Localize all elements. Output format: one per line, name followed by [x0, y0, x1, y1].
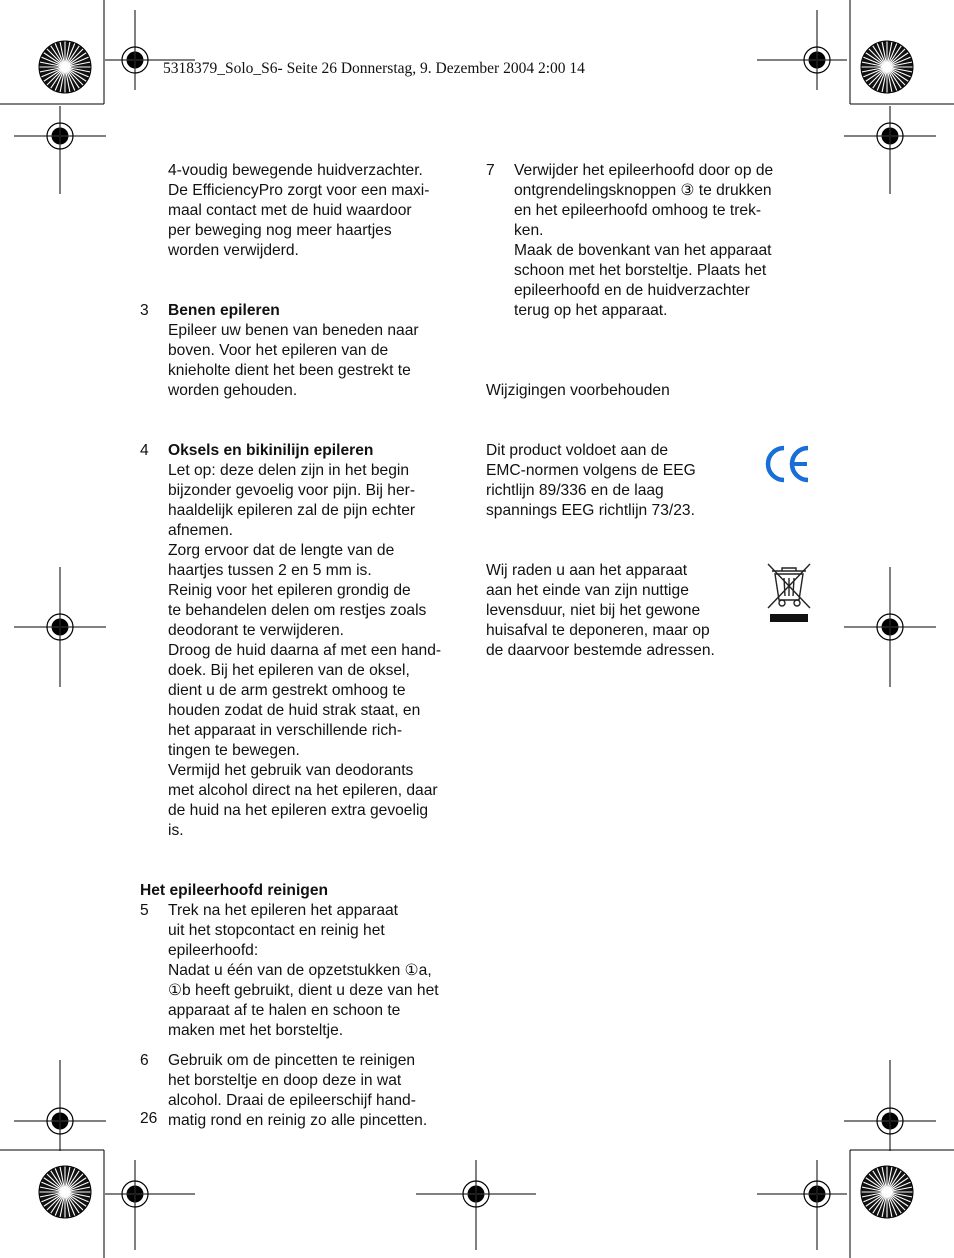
text-line: De EfficiencyPro zorgt voor een maxi- — [168, 182, 430, 199]
text-line: te behandelen delen om restjes zoals — [168, 602, 427, 619]
text-line: de huid na het epileren extra gevoelig — [168, 802, 429, 819]
text-line: Trek na het epileren het apparaat — [168, 902, 399, 919]
left-column — [140, 161, 480, 1131]
step-number: 7 — [486, 162, 495, 179]
text-line: houden zodat de huid strak staat, en — [168, 702, 421, 719]
text-line: deodorant te verwijderen. — [168, 622, 344, 639]
text-line: apparaat af te halen en schoon te — [168, 1002, 401, 1019]
crossed-out-wheelie-bin-icon — [766, 562, 812, 624]
text-line: 4-voudig bewegende huidverzachter. — [168, 162, 423, 179]
text-line: schoon met het borsteltje. Plaats het — [514, 262, 767, 279]
page-number: 26 — [140, 1110, 158, 1127]
text-line: worden verwijderd. — [168, 242, 299, 259]
text-line: en het epileerhoofd omhoog te trek- — [514, 202, 762, 219]
step-6 — [140, 1051, 480, 1131]
text-line: is. — [168, 822, 184, 839]
step-title: Oksels en bikinilijn epileren — [168, 442, 374, 459]
step-3 — [140, 301, 480, 401]
text-line: Let op: deze delen zijn in het begin — [168, 462, 410, 479]
text-line: uit het stopcontact en reinig het — [168, 922, 385, 939]
text-line: Dit product voldoet aan de — [486, 442, 669, 459]
text-line: Reinig voor het epileren grondig de — [168, 582, 411, 599]
text-line: bijzonder gevoelig voor pijn. Bij her- — [168, 482, 416, 499]
text-line: het borsteltje en doop deze in wat — [168, 1072, 402, 1089]
text-line: afnemen. — [168, 522, 234, 539]
text-line: tingen te bewegen. — [168, 742, 300, 759]
text-line: EMC-normen volgens de EEG — [486, 462, 696, 479]
step-7 — [486, 161, 816, 321]
text-line: epileerhoofd en de huidverzachter — [514, 282, 750, 299]
text-line: richtlijn 89/336 en de laag — [486, 482, 664, 499]
text-line: haaldelijk epileren zal de pijn echter — [168, 502, 416, 519]
text-line: Vermijd het gebruik van deodorants — [168, 762, 414, 779]
text-line: terug op het apparaat. — [514, 302, 668, 319]
text-line: maken met het borsteltje. — [168, 1022, 344, 1039]
text-line: ontgrendelingsknoppen ③ te drukken — [514, 182, 772, 199]
text-line: het apparaat in verschillende rich- — [168, 722, 403, 739]
text-line: haartjes tussen 2 en 5 mm is. — [168, 562, 372, 579]
text-line: matig rond en reinig zo alle pincetten. — [168, 1112, 428, 1129]
step-number: 3 — [140, 302, 149, 319]
text-line: levensduur, niet bij het gewone — [486, 602, 701, 619]
text-line: knieholte dient het been gestrekt te — [168, 362, 411, 379]
text-line: per beweging nog meer haartjes — [168, 222, 392, 239]
text-line: Epileer uw benen van beneden naar — [168, 322, 419, 339]
ce-mark-icon — [764, 442, 812, 486]
text-line: de daarvoor bestemde adressen. — [486, 642, 715, 659]
text-line: Wij raden u aan het apparaat — [486, 562, 688, 579]
step-title: Benen epileren — [168, 302, 280, 319]
changes-notice: Wijzigingen voorbehouden — [486, 382, 670, 399]
text-line: worden gehouden. — [168, 382, 298, 399]
text-line: Gebruik om de pincetten te reinigen — [168, 1052, 416, 1069]
section-heading: Het epileerhoofd reinigen — [140, 882, 329, 899]
text-line: doek. Bij het epileren van de oksel, — [168, 662, 410, 679]
step-4 — [140, 441, 480, 841]
text-line: ken. — [514, 222, 544, 239]
text-line: ①b heeft gebruikt, dient u deze van het — [168, 982, 439, 999]
text-line: Verwijder het epileerhoofd door op de — [514, 162, 774, 179]
text-line: boven. Voor het epileren van de — [168, 342, 389, 359]
step-number: 6 — [140, 1052, 149, 1069]
text-line: aan het einde van zijn nuttige — [486, 582, 689, 599]
intro-paragraph — [140, 161, 480, 261]
text-line: maal contact met de huid waardoor — [168, 202, 412, 219]
text-line: Zorg ervoor dat de lengte van de — [168, 542, 395, 559]
text-line: met alcohol direct na het epileren, daar — [168, 782, 438, 799]
text-line: Droog de huid daarna af met een hand- — [168, 642, 442, 659]
step-number: 4 — [140, 442, 149, 459]
text-line: huisafval te deponeren, maar op — [486, 622, 710, 639]
step-number: 5 — [140, 902, 149, 919]
print-slug: 5318379_Solo_S6- Seite 26 Donnerstag, 9. Dezember 2004 2:00 14 — [163, 60, 585, 77]
text-line: dient u de arm gestrekt omhoog te — [168, 682, 406, 699]
text-line: Nadat u één van de opzetstukken ①a, — [168, 962, 432, 979]
text-line: Maak de bovenkant van het apparaat — [514, 242, 772, 259]
text-line: alcohol. Draai de epileerschijf hand- — [168, 1092, 416, 1109]
text-line: spannings EEG richtlijn 73/23. — [486, 502, 695, 519]
step-5 — [140, 901, 480, 1041]
text-line: epileerhoofd: — [168, 942, 259, 959]
